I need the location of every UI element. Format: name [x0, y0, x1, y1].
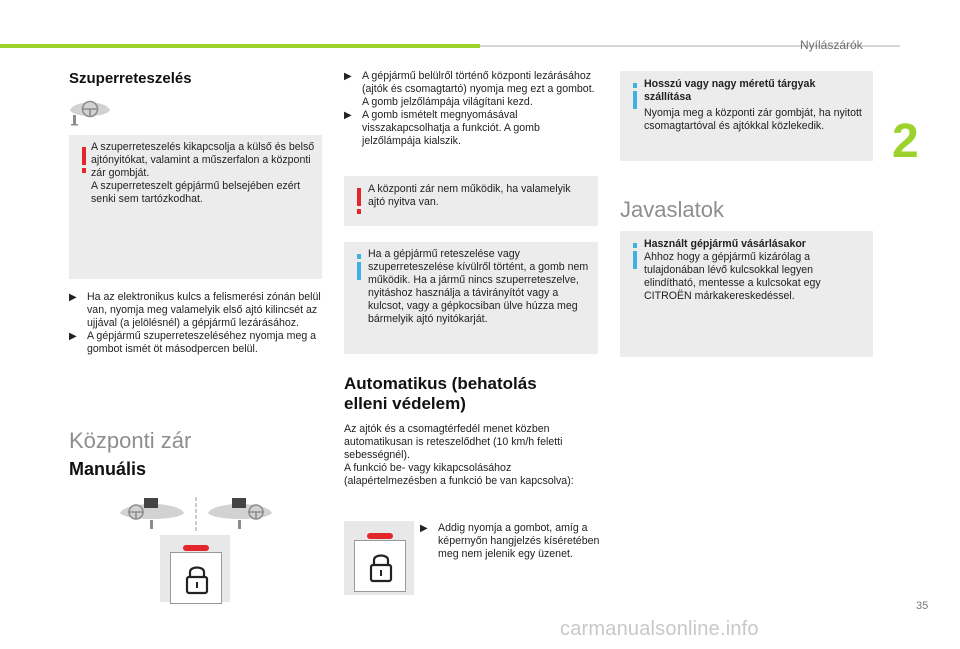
used-car-text: Ahhoz hogy a gépjármű kizárólag a tulajdonában lévő kulcsokkal legyen elindítható, mentesse a kulcsokat egy CITROËN márkakereskedéssel.	[644, 251, 821, 302]
central-lock-info-box	[344, 242, 598, 354]
central-lock-button	[170, 552, 222, 604]
auto-lock-text: Az ajtók és a csomagtérfedél menet közben automatikusan is reteszelődhet (10 km/h feletti sebességnél). A funkció be- vagy kikapcsolásához (alapértelmezésben a funkció be van kapcsolva):	[344, 423, 574, 487]
page-number: 35	[916, 600, 929, 612]
auto-lock-title: Automatikus (behatolás elleni védelem)	[344, 374, 537, 413]
padlock-icon	[355, 541, 407, 593]
list-item: ▶ Ha az elektronikus kulcs a felismerési zónán belül van, nyomja meg valamelyik első ajtó kilincsét az ujjával (a jelölésnél) a gépjármű lezárásához.	[69, 291, 321, 329]
warning-icon	[81, 147, 87, 173]
info-icon	[632, 83, 638, 109]
chapter-number: 2	[892, 115, 919, 168]
lock-indicator-lamp	[367, 533, 393, 539]
list-item: ▶ A gépjármű szuperreteszeléséhez nyomja meg a gombot ismét öt másodpercen belül.	[69, 330, 317, 355]
central-lock-bullets	[344, 70, 596, 148]
list-item: ▶ Addig nyomja a gombot, amíg a képernyőn hangjelzés kíséretében meg nem jelenik egy üzenet.	[420, 522, 600, 560]
manual-title: Manuális	[69, 459, 147, 479]
central-lock-warning-box	[344, 176, 598, 226]
used-car-info-box	[620, 231, 873, 357]
lock-indicator-lamp	[183, 545, 209, 551]
central-lock-info-text: Ha a gépjármű reteszelése vagy szuperreteszelése kívülről történt, a gomb nem működik. Ha a jármű nincs szuperreteszelve, nyitáshoz használja a távirányítót vagy a kulcsot, vagy a gépkocsiban ülve húzza meg bármelyik ajtó nyitókarját.	[368, 248, 589, 325]
info-icon	[356, 254, 362, 280]
auto-lock-bullet	[420, 522, 600, 561]
long-objects-text: Nyomja meg a központi zár gombját, ha nyitott csomagtartóval és ajtókkal közlekedik.	[644, 107, 862, 132]
watermark: carmanualsonline.info	[560, 618, 759, 640]
superlock-bullets	[69, 291, 325, 356]
door-handle-icon	[68, 98, 112, 128]
central-lock-warning-text: A központi zár nem működik, ha valamelyik ajtó nyitva van.	[368, 183, 571, 208]
long-objects-info-box	[620, 71, 873, 161]
section-label: Nyílászárók	[800, 38, 863, 52]
bullet-arrow-icon: ▶	[344, 110, 352, 121]
info-icon	[632, 243, 638, 269]
bullet-arrow-icon: ▶	[69, 331, 77, 342]
bullet-arrow-icon: ▶	[420, 523, 428, 534]
superlock-warning-box	[69, 135, 322, 279]
header-accent-bar	[0, 44, 480, 48]
door-handles-illustration	[116, 497, 276, 533]
bullet-arrow-icon: ▶	[344, 71, 352, 82]
superlock-warning-text: A szuperreteszelés kikapcsolja a külső és belső ajtónyitókat, valamint a műszerfalon a központi zár gombját. A szuperreteszelt gépjármű belsejében ezért senki sem tartózkodhat.	[91, 141, 315, 205]
bullet-arrow-icon: ▶	[69, 292, 77, 303]
list-item: ▶ A gépjármű belülről történő központi lezárásához (ajtók és csomagtartó) nyomja meg ezt a gombot. A gomb jelzőlámpája világítani kezd.	[344, 70, 595, 108]
long-objects-title: Hosszú vagy nagy méretű tárgyak szállítása	[644, 78, 816, 103]
padlock-icon	[171, 553, 223, 605]
used-car-title: Használt gépjármű vásárlásakor	[644, 238, 806, 250]
warning-icon	[356, 188, 362, 214]
central-lock-button	[354, 540, 406, 592]
list-item: ▶ A gomb ismételt megnyomásával visszakapcsolhatja a funkciót. A gomb jelzőlámpája kialszik.	[344, 109, 540, 147]
central-lock-title: Központi zár	[69, 428, 192, 453]
superlock-title: Szuperreteszelés	[69, 70, 192, 87]
tips-title: Javaslatok	[620, 197, 724, 222]
